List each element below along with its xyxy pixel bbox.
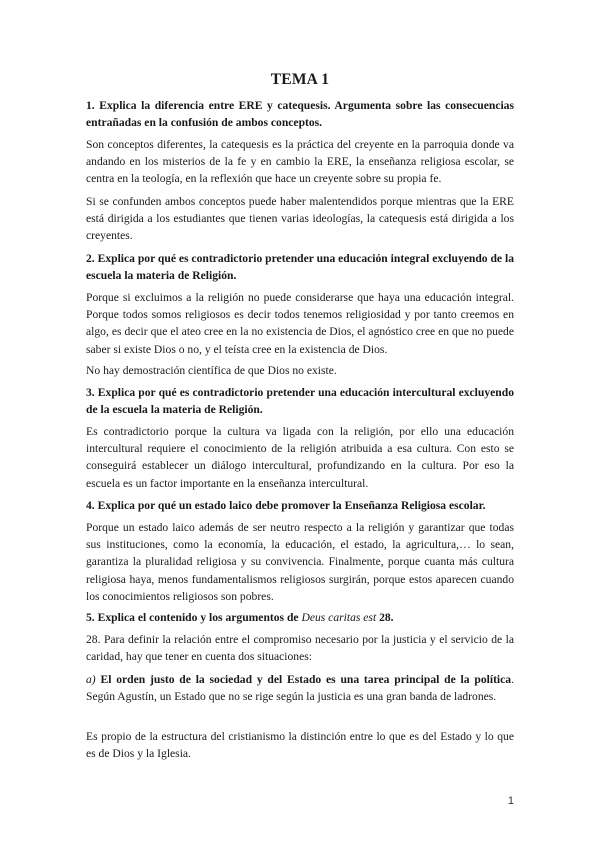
question-5-heading-end: 28. bbox=[376, 611, 394, 624]
question-2-heading: 2. Explica por qué es contradictorio pretender una educación integral excluyendo de la escuela la materia de Religión. bbox=[86, 252, 514, 283]
question-5-heading-italic: Deus caritas est bbox=[301, 611, 377, 624]
question-1-paragraph-2: Si se confunden ambos conceptos puede haber malentendidos porque mientras que la ERE está dirigida a los estudiantes que tienen varias ideologías, la catequesis está dirigida a los creyentes. bbox=[86, 195, 514, 243]
page-number: 1 bbox=[507, 795, 514, 807]
question-5-heading-start: 5. Explica el contenido y los argumentos de bbox=[86, 611, 302, 624]
question-5-paragraph-1: 28. Para definir la relación entre el compromiso necesario por la justicia y el servicio de la caridad, hay que tener en cuenta dos situaciones: bbox=[86, 633, 514, 664]
page-title: TEMA 1 bbox=[270, 71, 330, 88]
question-5-point-a bbox=[86, 671, 514, 705]
question-2-paragraph-2: No hay demostración científica de que Dios no existe. bbox=[86, 364, 337, 377]
question-3-paragraph-1: Es contradictorio porque la cultura va ligada con la religión, por ello una educación intercultural requiere el conocimiento de la religión atribuida a esa cultura. Con esto se conseguirá establecer un diálogo intercultural, profundizando en la cultura. Por eso la escuela es un factor importante en la enseñanza intercultural. bbox=[86, 425, 514, 490]
point-a-bold: El orden justo de la sociedad y del Estado es una tarea principal de la política bbox=[100, 673, 512, 686]
question-5-paragraph-3: Es propio de la estructura del cristianismo la distinción entre lo que es del Estado y lo que es de Dios y la Iglesia. bbox=[86, 730, 514, 761]
point-a-label: a) bbox=[86, 673, 96, 686]
question-5-heading bbox=[86, 609, 514, 626]
question-3-heading: 3. Explica por qué es contradictorio pretender una educación intercultural excluyendo de la escuela la materia de Religión. bbox=[86, 386, 514, 417]
point-a-text: . Según Agustín, un Estado que no se rige según la justicia es una gran banda de ladrones. bbox=[86, 673, 514, 704]
question-1-paragraph-1: Son conceptos diferentes, la catequesis es la práctica del creyente en la parroquia donde va andando en los misterios de la fe y en cambio la ERE, la enseñanza religiosa escolar, se centra en la teología, en la reflexión que hace un creyente sobre su propia fe. bbox=[86, 138, 514, 186]
question-2-paragraph-1: Porque si excluimos a la religión no puede considerarse que haya una educación integral. Porque todos somos religiosos es decir todos tenemos religiosidad y por tanto creemos en algo, es decir que el ateo cree en la no existencia de Dios, el agnóstico cree en que no puede saber si existe Dios o no, y el teísta cree en la existencia de Dios. bbox=[86, 291, 514, 356]
question-4-paragraph-1: Porque un estado laico además de ser neutro respecto a la religión y garantizar que todas sus instituciones, como la economía, la educación, el estado, la agricultura,… lo sean, garantiza la pluralidad religiosa y su convivencia. Finalmente, porque cuanta más cultura religiosa haya, menos fundamentalismos religiosos surgirán, porque estos aparecen cuando los conocimientos religiosos son pobres. bbox=[86, 521, 514, 603]
question-4-heading: 4. Explica por qué un estado laico debe promover la Enseñanza Religiosa escolar. bbox=[86, 499, 486, 512]
question-1-heading: 1. Explica la diferencia entre ERE y catequesis. Argumenta sobre las consecuencias entrañadas en la confusión de ambos conceptos. bbox=[86, 99, 514, 130]
